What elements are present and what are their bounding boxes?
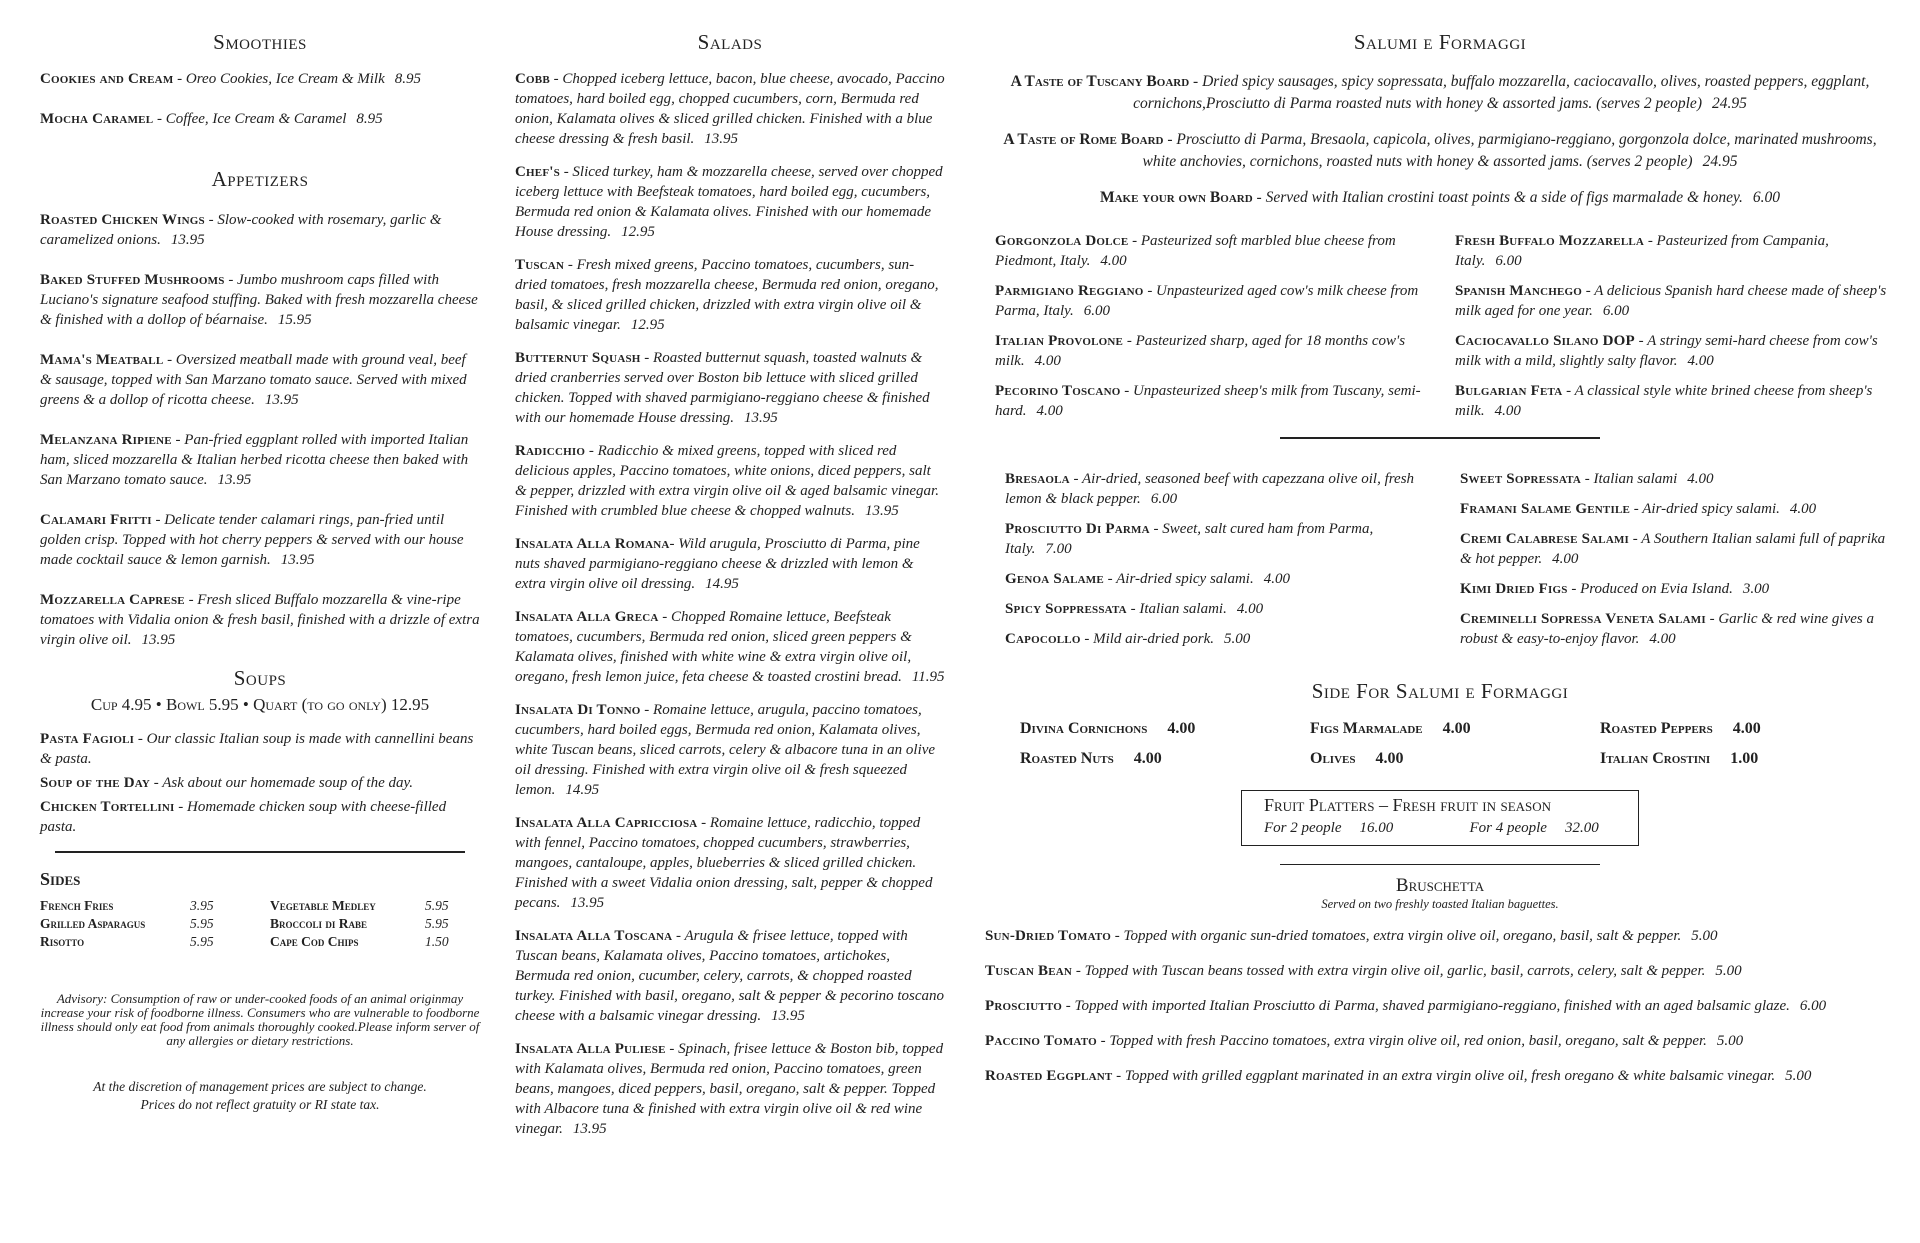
item-desc: - Chopped iceberg lettuce, bacon, blue cheese, avocado, Paccino tomatoes, hard boiled egg, chopped cucumbers, corn, Bermuda red onion, Kalamata olives & sliced grilled chicken. Finished with a blue cheese dressing & fresh basil. [515,71,945,147]
item-desc: - Served with Italian crostini toast points & a side of figs marmalade & honey. [1252,189,1743,206]
fruit-two-label: For 2 people [1264,820,1342,836]
item-name: Radicchio [515,443,586,459]
bruschetta-title: Bruschetta [1395,875,1485,896]
item-name: Cremi Calabrese Salami [1460,531,1630,547]
item-name: Paccino Tomato [985,1033,1097,1049]
item-price: 14.95 [705,576,739,592]
item-desc: - Topped with grilled eggplant marinated in an extra virgin olive oil, fresh oregano & white balsamic vinegar. [1112,1068,1776,1084]
item-name: Mozzarella Caprese [40,592,185,608]
item-price: 5.00 [1691,928,1718,944]
item-desc: - Wild arugula, Prosciutto di Parma, pine nuts shaved parmigiano-reggiano cheese & drizzled with lemon & extra virgin olive oil dressing. [515,536,920,592]
item-price: 13.95 [704,131,739,147]
item-desc: - Chopped Romaine lettuce, Beefsteak tomatoes, cucumbers, Bermuda red onion, sliced green peppers & Kalamata olives, finished with white wine & extra virgin olive oil, oregano, fresh lemon juice, feta cheese & toasted crostini bread. [515,609,912,685]
item-desc: - Italian salami [1581,471,1678,487]
item-name: Insalata Alla Puliese [515,1041,666,1057]
item-desc: - Italian salami. [1126,601,1227,617]
item-price: 12.95 [630,317,665,333]
side-salumi-title: Side For Salumi e Formaggi [1311,679,1569,703]
menu-item [40,109,480,129]
menu-item [995,331,1435,371]
item-desc: - Pasteurized sharp, aged for 18 months cow's milk. [995,333,1406,369]
side-price: 5.95 [425,916,449,931]
fruit-prices [1264,820,1626,837]
fruit-four-label: For 4 people [1469,820,1547,836]
item-desc: - Sweet, salt cured ham from Parma, Italy. [1005,521,1374,557]
divider [55,851,465,853]
menu-item [995,381,1435,421]
bruschetta-subtitle: Served on two freshly toasted Italian baguettes. [1321,897,1559,911]
menu-item [1455,281,1895,321]
item-desc: - A classical style white brined cheese from sheep's milk. [1455,383,1873,419]
column-middle [515,30,945,1152]
item-name: Gorgonzola Dolce [995,233,1129,249]
item-price: 7.00 [1045,541,1072,557]
side-price: 4.00 [1133,750,1162,767]
menu-item [40,797,480,837]
item-desc: - A stringy semi-hard cheese from cow's milk with a mild, slightly salty flavor. [1455,333,1878,369]
board-item [985,129,1895,173]
item-name: Sweet Sopressata [1460,471,1582,487]
item-desc: - Air-dried spicy salami. [1630,501,1780,517]
menu-item [985,926,1895,946]
side-name: Roasted Peppers [1600,720,1713,737]
item-name: Soup of the Day [40,775,151,791]
item-name: Calamari Fritti [40,512,152,528]
item-price: 13.95 [170,232,205,248]
item-name: Parmigiano Reggiano [995,283,1144,299]
menu-item [515,348,945,428]
soup-prices: Cup 4.95 • Bowl 5.95 • Quart (to go only) 12.95 [90,695,430,714]
item-price: 5.00 [1785,1068,1812,1084]
item-price: 6.00 [1799,998,1827,1014]
board-item [985,71,1895,115]
item-price: 4.00 [1687,471,1714,487]
item-price: 6.00 [1602,303,1630,319]
bruschetta-list [985,926,1895,1086]
item-desc: - Topped with imported Italian Prosciutto di Parma, shaved parmigiano-reggiano, finished with an aged balsamic glaze. [1061,998,1790,1014]
item-name: Butternut Squash [515,350,641,366]
item-price: 13.95 [141,632,176,648]
menu-item [40,350,480,410]
item-desc: - Unpasteurized aged cow's milk cheese from Parma, Italy. [995,283,1419,319]
item-name: Cookies and Cream [40,71,174,87]
item-name: Baked Stuffed Mushrooms [40,272,225,288]
item-name: Melanzana Ripiene [40,432,172,448]
disclaimer-line: At the discretion of management prices are subject to change. [93,1079,427,1094]
item-desc: - Romaine lettuce, arugula, paccino tomatoes, cucumbers, hard boiled eggs, Bermuda red onion, Kalamata olives, white Tuscan beans, sliced carrots, celery & albacore tuna in an olive oil dressing. Finished with extra virgin olive oil & fresh squeezed lemon. [515,702,936,798]
menu-item [40,773,480,793]
item-price: 24.95 [1702,153,1738,170]
item-desc: - A delicious Spanish hard cheese made of sheep's milk aged for one year. [1455,283,1887,319]
item-name: Creminelli Sopressa Veneta Salami [1460,611,1706,627]
item-desc: - Arugula & frisee lettuce, topped with Tuscan beans, Kalamata olives, Paccino tomatoes, artichokes, Bermuda red onion, cucumber, celery, carrots, & chopped roasted turkey. Finished with basil, oregano, salt & pepper & pecorino toscano cheese with a balsamic vinegar dressing. [515,928,944,1024]
menu-item [515,69,945,149]
item-desc: - Prosciutto di Parma, Bresaola, capicola, olives, parmigiano-reggiano, gorgonzola dolce, marinated mushrooms, white anchovies, cornichons, roasted nuts with honey & assorted jams. (serves 2 people) [1142,131,1877,170]
item-price: 8.95 [394,71,422,87]
item-name: Sun-Dried Tomato [985,928,1112,944]
item-desc: - Oversized meatball made with ground veal, beef & sausage, topped with San Marzano tomato sauce. Served with mixed greens & a dollop of ricotta cheese. [40,352,467,408]
item-price: 8.95 [356,111,383,127]
item-price: 13.95 [280,552,315,568]
item-name: Roasted Chicken Wings [40,212,205,228]
item-desc: - Pasteurized from Campania, Italy. [1455,233,1829,269]
fruit-title: Fruit Platters – Fresh fruit in season [1264,795,1552,815]
menu-item [995,281,1435,321]
item-name: A Taste of Rome Board [1003,131,1164,148]
item-desc: - Unpasteurized sheep's milk from Tuscany, semi- hard. [995,383,1421,419]
item-price: 4.00 [1236,601,1264,617]
item-desc: - Radicchio & mixed greens, topped with sliced red delicious apples, Paccino tomatoes, white onions, diced peppers, salt & pepper, drizzled with extra virgin olive oil & aged balsamic vinegar. Finished with crumbled blue cheese & chopped walnuts. [515,443,939,519]
item-price: 4.00 [1100,253,1127,269]
item-price: 6.00 [1495,253,1522,269]
menu-item [515,607,945,687]
side-salumi-list [985,720,1895,768]
item-name: Insalata Alla Capricciosa [515,815,698,831]
item-price: 6.00 [1083,303,1110,319]
side-price: 4.00 [1375,750,1404,767]
side-name: Olives [1310,750,1356,767]
item-desc: - Romaine lettuce, radicchio, topped with fennel, Paccino tomatoes, chopped cucumbers, strawberries, mangoes, cantaloupe, apples, blueberries & sliced grilled chicken. Finished with a sweet Vidalia onion dressing, salt, pepper & chopped pecans. [515,815,933,911]
menu-item [1455,231,1895,271]
item-desc: - Produced on Evia Island. [1567,581,1733,597]
menu-item [515,441,945,521]
item-name: Italian Provolone [995,333,1124,349]
item-name: Make your own Board [1099,189,1253,206]
item-name: Prosciutto Di Parma [1005,521,1150,537]
cheese-list [985,231,1895,431]
menu-item [40,590,480,650]
item-price: 6.00 [1150,491,1178,507]
item-desc: - Mild air-dried pork. [1080,631,1215,647]
divider [1280,437,1600,439]
item-desc: - Slow-cooked with rosemary, garlic & caramelized onions. [40,212,442,248]
item-price: 4.00 [1687,353,1714,369]
item-desc: - Oreo Cookies, Ice Cream & Milk [173,71,385,87]
side-price: 1.50 [425,934,449,949]
salumi-title: Salumi e Formaggi [1353,30,1527,54]
item-price: 4.00 [1034,353,1061,369]
menu-item [1005,569,1440,589]
item-price: 12.95 [621,224,655,240]
menu-item [515,926,945,1026]
side-price: 4.00 [1732,720,1761,737]
side-price: 4.00 [1442,720,1471,737]
item-name: Chicken Tortellini [40,799,175,815]
menu-item [515,700,945,800]
item-name: Chef's [515,164,560,180]
side-name: Risotto [40,934,85,949]
item-price: 13.95 [217,472,252,488]
menu-item [1005,519,1440,559]
item-name: Insalata Alla Toscana [515,928,673,944]
item-name: Bresaola [1005,471,1070,487]
meat-list [985,469,1895,659]
menu-item [40,729,480,769]
item-name: Caciocavallo Silano DOP [1455,333,1635,349]
menu-item [40,210,480,250]
side-price: 4.00 [1167,720,1196,737]
item-price: 13.95 [744,410,778,426]
menu-item [515,534,945,594]
side-item [1020,720,1310,738]
divider [1280,864,1600,865]
side-item [1600,750,1890,768]
item-name: Spanish Manchego [1455,283,1583,299]
advisory-note: Advisory: Consumption of raw or under-cooked foods of an animal originmay increase your risk of foodborne illness. Consumers who are vulnerable to foodborne illness should only eat food from animals thoroughly cooked.Please inform server of any allergies or dietary restrictions. [40,991,480,1048]
item-name: Bulgarian Feta [1455,383,1563,399]
item-desc: - Air-dried, seasoned beef with capezzana olive oil, fresh lemon & black pepper. [1005,471,1415,507]
item-name: Insalata Alla Greca [515,609,659,625]
item-price: 3.00 [1742,581,1770,597]
sides-title: Sides [40,869,81,889]
menu-item [995,231,1435,271]
side-price: 3.95 [190,898,214,913]
fruit-platters-box [1241,790,1639,846]
item-desc: - Pasteurized soft marbled blue cheese from Piedmont, Italy. [995,233,1396,269]
menu-item [40,270,480,330]
item-price: 13.95 [264,392,299,408]
item-price: 5.00 [1716,1033,1744,1049]
side-name: Broccoli di Rabe [270,916,368,931]
side-name: Divina Cornichons [1020,720,1148,737]
salads-title: Salads [697,30,763,54]
smoothies-title: Smoothies [213,30,307,54]
menu-item [1005,469,1440,509]
item-name: Mama's Meatball [40,352,164,368]
menu-item [515,162,945,242]
item-price: 4.00 [1649,631,1676,647]
item-price: 4.00 [1494,403,1521,419]
side-price: 5.95 [190,934,214,949]
menu-item [1455,381,1895,421]
side-item [1600,720,1890,738]
item-price: 4.00 [1036,403,1063,419]
item-price: 4.00 [1263,571,1290,587]
menu-item [1460,529,1895,569]
item-name: Tuscan Bean [985,963,1073,979]
item-name: Pasta Fagioli [40,731,135,747]
side-price: 1.00 [1730,750,1759,767]
menu-item [1460,499,1895,519]
item-name: Kimi Dried Figs [1460,581,1568,597]
menu-item [515,255,945,335]
item-price: 24.95 [1711,95,1747,112]
appetizers-title: Appetizers [211,167,309,191]
item-desc: - Garlic & red wine gives a robust & easy-to-enjoy flavor. [1460,611,1874,647]
item-desc: - Pan-fried eggplant rolled with imported Italian ham, sliced mozzarella & Italian herbed ricotta cheese then baked with San Marzano tomato sauce. [40,432,469,488]
fruit-four-price: 32.00 [1564,820,1599,836]
menu-item [1455,331,1895,371]
disclaimer-line: Prices do not reflect gratuity or RI state tax. [140,1097,380,1112]
column-right [985,30,1895,1101]
menu-item [1005,629,1440,649]
item-desc: - Dried spicy sausages, spicy sopressata, buffalo mozzarella, caciocavallo, olives, roasted peppers, eggplant, cornichons,Prosciutto di Parma roasted nuts with honey & assorted jams. (serves 2 people) [1133,73,1870,112]
menu-item [40,510,480,570]
fruit-two-price: 16.00 [1359,820,1394,836]
item-price: 4.00 [1789,501,1817,517]
menu-item [40,430,480,490]
item-desc: - Air-dried spicy salami. [1103,571,1254,587]
item-name: Spicy Soppressata [1005,601,1127,617]
item-desc: - Jumbo mushroom caps filled with Luciano's signature seafood stuffing. Baked with fresh mozzarella cheese & finished with a dollop of béarnaise. [40,272,478,328]
item-name: Tuscan [515,257,565,273]
item-desc: - Ask about our homemade soup of the day. [150,775,414,791]
column-left [40,30,480,1114]
side-name: Vegetable Medley [270,898,376,913]
item-price: 13.95 [771,1008,805,1024]
item-price: 13.95 [570,895,605,911]
item-price: 11.95 [911,669,945,685]
item-price: 6.00 [1752,189,1781,206]
item-name: Genoa Salame [1005,571,1104,587]
soups-title: Soups [233,666,287,690]
item-price: 5.00 [1224,631,1251,647]
price-disclaimer [40,1078,480,1114]
item-price: 13.95 [864,503,899,519]
board-item [985,187,1895,209]
side-name: Italian Crostini [1600,750,1711,767]
menu-item [985,1066,1895,1086]
menu-item [1460,609,1895,649]
side-price: 5.95 [190,916,214,931]
item-name: Fresh Buffalo Mozzarella [1455,233,1645,249]
menu-item [985,961,1895,981]
side-item [1020,750,1310,768]
item-desc: - Topped with fresh Paccino tomatoes, extra virgin olive oil, red onion, basil, oregano, salt & pepper. [1096,1033,1707,1049]
menu-item [985,996,1895,1016]
item-desc: - Sliced turkey, ham & mozzarella cheese, served over chopped iceberg lettuce with Beefsteak tomatoes, hard boiled egg, cucumbers, Bermuda red onion & Kalamata olives. Finished with our homemade House dressing. [515,164,943,240]
item-name: Capocollo [1005,631,1081,647]
item-name: Mocha Caramel [40,111,154,127]
menu-item [515,1039,945,1139]
menu-item [1005,599,1440,619]
item-price: 14.95 [565,782,600,798]
side-item [1310,720,1600,738]
item-name: A Taste of Tuscany Board [1010,73,1190,90]
item-name: Insalata Alla Romana [515,536,670,552]
item-desc: - Fresh sliced Buffalo mozzarella & vine-ripe tomatoes with Vidalia onion & fresh basil, finished with a drizzle of extra virgin olive oil. [40,592,480,648]
item-name: Roasted Eggplant [985,1068,1113,1084]
item-desc: - Fresh mixed greens, Paccino tomatoes, cucumbers, sun-dried tomatoes, fresh mozzarella cheese, Bermuda red onion, oregano, basil, & sliced grilled chicken, drizzled with extra virgin olive oil & balsamic vinegar. [515,257,939,333]
menu-item [1460,469,1895,489]
menu-item [985,1031,1895,1051]
item-price: 13.95 [572,1121,607,1137]
menu-item [40,69,480,89]
side-item [1310,750,1600,768]
item-price: 5.00 [1715,963,1742,979]
menu-item [515,813,945,913]
item-desc: - Coffee, Ice Cream & Caramel [153,111,347,127]
item-price: 4.00 [1552,551,1579,567]
side-name: French Fries [40,898,114,913]
item-price: 15.95 [277,312,312,328]
item-name: Insalata Di Tonno [515,702,641,718]
menu-item [1460,579,1895,599]
side-name: Grilled Asparagus [40,916,146,931]
item-desc: - A Southern Italian salami full of paprika & hot pepper. [1460,531,1886,567]
side-name: Roasted Nuts [1020,750,1114,767]
item-name: Pecorino Toscano [995,383,1121,399]
side-name: Figs Marmalade [1310,720,1423,737]
item-desc: - Topped with Tuscan beans tossed with extra virgin olive oil, garlic, basil, carrots, celery, salt & pepper. [1072,963,1706,979]
item-desc: - Roasted butternut squash, toasted walnuts & dried cranberries served over Boston bib lettuce with sliced grilled chicken. Topped with shaved parmigiano-reggiano cheese & finished with our homemade House dressing. [515,350,930,426]
side-name: Cape Cod Chips [270,934,359,949]
sides-list [40,898,480,950]
item-desc: - Homemade chicken soup with cheese-filled pasta. [40,799,447,835]
item-desc: - Spinach, frisee lettuce & Boston bib, topped with Kalamata olives, Bermuda red onion, Paccino tomatoes, green beans, mangoes, diced peppers, basil, oregano, salt & pepper. Topped with Albacore tuna & finished with extra virgin olive oil & red wine vinegar. [515,1041,944,1137]
item-desc: - Delicate tender calamari rings, pan-fried until golden crisp. Topped with hot cherry peppers & served with our house made cocktail sauce & lemon garnish. [40,512,464,568]
side-price: 5.95 [425,898,449,913]
item-name: Cobb [515,71,550,87]
item-name: Framani Salame Gentile [1460,501,1631,517]
item-desc: - Topped with organic sun-dried tomatoes, extra virgin olive oil, oregano, basil, salt & pepper. [1111,928,1682,944]
item-desc: - Our classic Italian soup is made with cannellini beans & pasta. [40,731,474,767]
item-name: Prosciutto [985,998,1062,1014]
